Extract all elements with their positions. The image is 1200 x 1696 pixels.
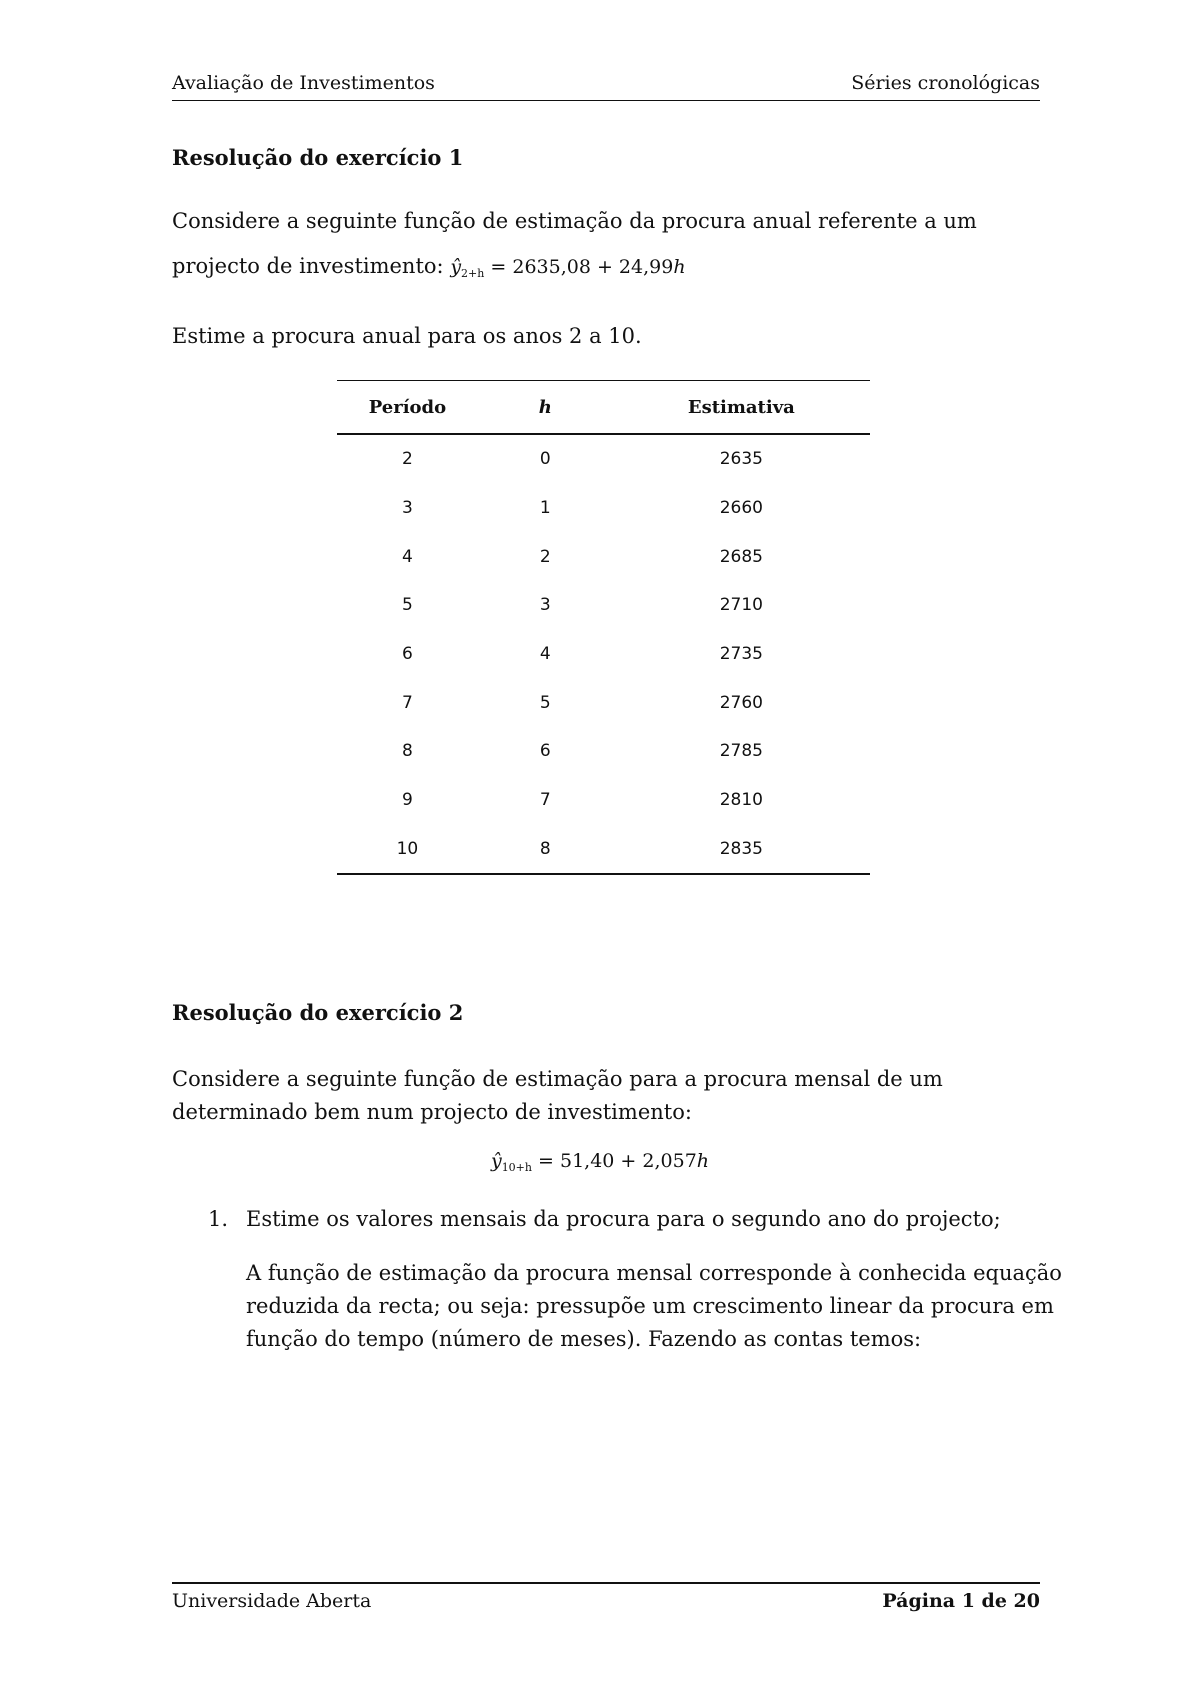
cell-periodo: 5 <box>402 595 413 616</box>
cell-h: 1 <box>539 498 551 519</box>
exercise-1-line-2-text: projecto de investimento: <box>172 254 444 278</box>
cell-periodo: 10 <box>337 825 478 875</box>
exercise-2-formula <box>0 1150 1200 1174</box>
cell-estimativa: 2810 <box>719 790 763 811</box>
table-header-row <box>337 381 870 435</box>
paragraph-line-2: reduzida da recta; ou seja: pressupõe um crescimento linear da procura em <box>246 1294 1054 1318</box>
table-row <box>337 434 870 484</box>
estimate-table <box>337 380 870 875</box>
list-item-number: 1. <box>208 1207 229 1231</box>
col-header-periodo: Período <box>337 381 478 435</box>
cell-h: 3 <box>539 595 551 616</box>
exercise-1-line-2 <box>172 250 686 290</box>
formula-var: h <box>673 256 686 278</box>
formula-y: ŷ <box>450 256 462 278</box>
footer-page-number: Página 1 de 20 <box>882 1590 1040 1612</box>
formula-rhs: = 51,40 + 2,057 <box>532 1150 697 1172</box>
cell-estimativa: 2835 <box>613 825 870 875</box>
col-header-estimativa: Estimativa <box>613 381 870 435</box>
formula-subscript: 2+h <box>461 267 485 280</box>
cell-periodo: 8 <box>402 741 413 762</box>
exercise-1-formula <box>450 256 685 278</box>
cell-estimativa: 2635 <box>719 449 763 470</box>
cell-h: 4 <box>539 644 551 665</box>
table-row <box>337 581 870 630</box>
header-divider <box>172 100 1040 101</box>
header-doc-title: Avaliação de Investimentos <box>172 72 435 94</box>
footer-institution: Universidade Aberta <box>172 1590 372 1612</box>
table-row <box>337 630 870 679</box>
cell-periodo: 3 <box>402 498 413 519</box>
exercise-2-line-1: Considere a seguinte função de estimação para a procura mensal de um <box>172 1067 943 1091</box>
cell-estimativa: 2735 <box>719 644 763 665</box>
exercise-2-title: Resolução do exercício 2 <box>172 1000 464 1025</box>
exercise-1-line-1: Considere a seguinte função de estimação da procura anual referente a um <box>172 209 977 233</box>
paragraph-line-3: função do tempo (número de meses). Fazendo as contas temos: <box>246 1327 922 1351</box>
formula-var: h <box>696 1150 710 1172</box>
table-row <box>337 532 870 581</box>
exercise-2-line-2: determinado bem num projecto de investimento: <box>172 1100 692 1124</box>
paragraph-line-1: A função de estimação da procura mensal corresponde à conhecida equação <box>246 1261 1062 1285</box>
cell-estimativa: 2710 <box>719 595 763 616</box>
list-item-text: Estime os valores mensais da procura para o segundo ano do projecto; <box>246 1207 1001 1231</box>
cell-estimativa: 2785 <box>719 741 763 762</box>
col-header-h: h <box>478 381 613 435</box>
cell-h: 7 <box>539 790 551 811</box>
cell-h: 2 <box>539 546 551 567</box>
cell-periodo: 4 <box>402 546 413 567</box>
cell-periodo: 2 <box>402 449 413 470</box>
cell-periodo: 7 <box>402 692 413 713</box>
cell-h: 0 <box>539 449 551 470</box>
cell-h: 8 <box>478 825 613 875</box>
footer-divider <box>172 1582 1040 1584</box>
formula-rhs: = 2635,08 + 24,99 <box>484 256 674 278</box>
cell-h: 5 <box>539 692 551 713</box>
formula-subscript: 10+h <box>501 1161 532 1174</box>
table-row <box>337 776 870 825</box>
header-section-title: Séries cronológicas <box>851 72 1040 94</box>
cell-estimativa: 2760 <box>719 692 763 713</box>
cell-periodo: 6 <box>402 644 413 665</box>
cell-estimativa: 2685 <box>719 546 763 567</box>
formula-y: ŷ <box>490 1150 502 1172</box>
cell-estimativa: 2660 <box>719 498 763 519</box>
table-row <box>337 678 870 727</box>
cell-periodo: 9 <box>402 790 413 811</box>
exercise-1-title: Resolução do exercício 1 <box>172 145 464 170</box>
table-row <box>337 727 870 776</box>
table-row <box>337 825 870 875</box>
cell-h: 6 <box>539 741 551 762</box>
table-row <box>337 484 870 533</box>
exercise-1-task: Estime a procura anual para os anos 2 a 10. <box>172 324 642 348</box>
